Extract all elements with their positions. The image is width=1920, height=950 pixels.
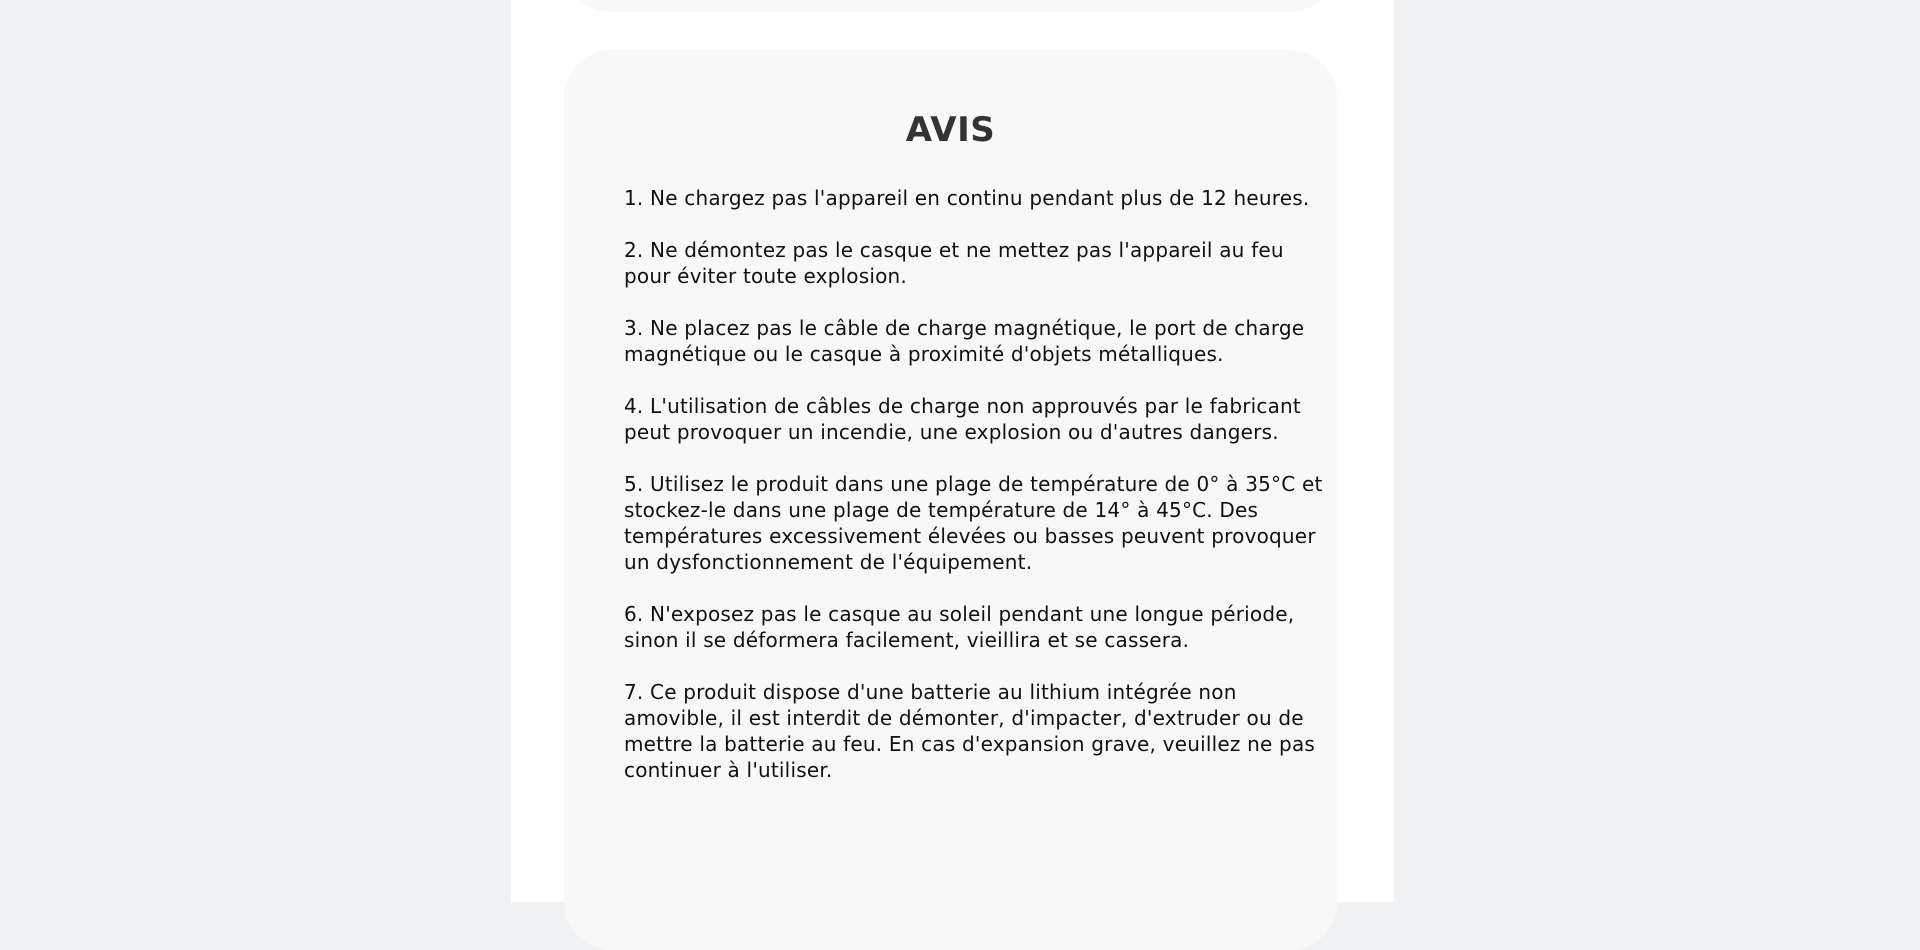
notice-item-7: 7. Ce produit dispose d'une batterie au lithium intégrée non amovible, il est interdit de démonter, d'impacter, d'extruder ou de mettre la batterie au feu. En cas d'expansion grave, veuillez ne pas continuer à l'utiliser. bbox=[624, 680, 1316, 782]
notice-item-6: 6. N'exposez pas le casque au soleil pendant une longue période, sinon il se déformera facilement, vieillira et se cassera. bbox=[624, 602, 1295, 652]
page-container bbox=[511, 0, 1394, 902]
notice-title: AVIS bbox=[905, 110, 996, 150]
notice-item-5: 5. Utilisez le produit dans une plage de température de 0° à 35°C et stockez-le dans une plage de température de 14° à 45°C. Des températures excessivement élevées ou basses peuvent provoquer un dysfonctionnement de l'équipement. bbox=[624, 472, 1323, 574]
previous-section-card bbox=[564, 0, 1337, 12]
notice-card bbox=[564, 50, 1337, 950]
notice-item-1: 1. Ne chargez pas l'appareil en continu pendant plus de 12 heures. bbox=[624, 186, 1310, 210]
notice-item-4: 4. L'utilisation de câbles de charge non approuvés par le fabricant peut provoquer un incendie, une explosion ou d'autres dangers. bbox=[624, 394, 1301, 444]
notice-list bbox=[624, 185, 1324, 809]
notice-item-3: 3. Ne placez pas le câble de charge magnétique, le port de charge magnétique ou le casque à proximité d'objets métalliques. bbox=[624, 316, 1305, 366]
notice-item-2: 2. Ne démontez pas le casque et ne mettez pas l'appareil au feu pour éviter toute explosion. bbox=[624, 238, 1284, 288]
